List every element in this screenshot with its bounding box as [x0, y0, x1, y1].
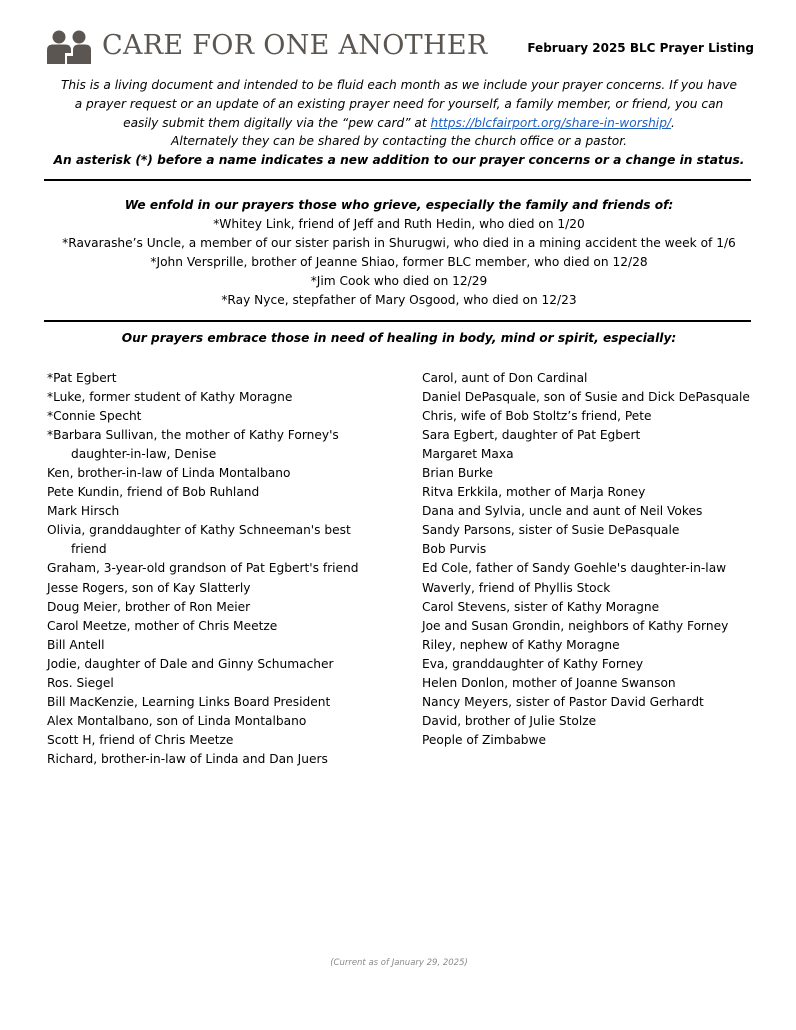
list-item: Jesse Rogers, son of Kay Slatterly [47, 580, 251, 595]
current-as-of-note: (Current as of January 29, 2025) [330, 958, 468, 968]
list-item: Carol Stevens, sister of Kathy Moragne [422, 599, 660, 614]
page-header [44, 28, 754, 68]
people-icon [44, 30, 94, 64]
healing-list-left [47, 369, 387, 769]
list-item: Waverly, friend of Phyllis Stock [422, 580, 611, 595]
list-item: Sara Egbert, daughter of Pat Egbert [422, 428, 641, 443]
list-item: Doug Meier, brother of Ron Meier [47, 599, 251, 614]
healing-list-right [422, 369, 762, 750]
list-item: *Luke, former student of Kathy Moragne [47, 390, 293, 405]
list-item: Pete Kundin, friend of Bob Ruhland [47, 485, 260, 500]
list-item: Bill MacKenzie, Learning Links Board President [47, 694, 331, 709]
brand-wordmark: CARE FOR ONE ANOTHER [102, 30, 488, 61]
intro-paragraph [44, 76, 754, 170]
section-divider [44, 320, 751, 322]
list-item: *Whitey Link, friend of Jeff and Ruth Hedin, who died on 1/20 [213, 217, 585, 231]
intro-text: easily submit them digitally via the “pew card” at [123, 115, 431, 130]
grief-heading: We enfold in our prayers those who grieve, especially the family and friends of: [124, 198, 674, 212]
list-item: *Jim Cook who died on 12/29 [310, 274, 488, 288]
list-item: People of Zimbabwe [422, 732, 546, 747]
list-item: Chris, wife of Bob Stoltz’s friend, Pete [422, 409, 652, 424]
list-item: Daniel DePasquale, son of Susie and Dick DePasquale [422, 390, 750, 405]
list-item: Jodie, daughter of Dale and Ginny Schumacher [47, 656, 334, 671]
list-item: Bob Purvis [422, 542, 487, 557]
list-item: Riley, nephew of Kathy Moragne [422, 637, 620, 652]
asterisk-note: An asterisk (*) before a name indicates a new addition to our prayer concerns or a change in status. [53, 153, 745, 168]
list-item: *Ravarashe’s Uncle, a member of our sister parish in Shurugwi, who died in a mining accident the week of 1/6 [62, 236, 736, 250]
intro-line: This is a living document and intended to be fluid each month as we include your prayer concerns. If you have [60, 78, 738, 92]
list-item: Graham, 3-year-old grandson of Pat Egbert's friend [47, 561, 359, 576]
list-item: Carol, aunt of Don Cardinal [422, 371, 588, 385]
list-item: Carol Meetze, mother of Chris Meetze [47, 618, 278, 633]
list-item: David, brother of Julie Stolze [422, 713, 597, 728]
list-item: Brian Burke [422, 466, 494, 481]
list-item: Alex Montalbano, son of Linda Montalbano [47, 713, 307, 728]
list-item: Ed Cole, father of Sandy Goehle's daughter-in-law [422, 561, 727, 576]
section-divider [44, 179, 751, 181]
list-item: Bill Antell [47, 637, 105, 652]
healing-heading: Our prayers embrace those in need of healing in body, mind or spirit, especially: [121, 331, 677, 345]
intro-line: Alternately they can be shared by contacting the church office or a pastor. [170, 134, 627, 149]
list-item: *Pat Egbert [47, 371, 117, 385]
list-item: Ros. Siegel [47, 675, 114, 690]
intro-line [44, 114, 754, 133]
list-item: Sandy Parsons, sister of Susie DePasquale [422, 523, 680, 538]
list-item: Richard, brother-in-law of Linda and Dan Juers [47, 751, 328, 766]
list-item: Scott H, friend of Chris Meetze [47, 732, 234, 747]
list-item: Mark Hirsch [47, 504, 120, 519]
list-item: Margaret Maxa [422, 447, 514, 462]
list-item: Joe and Susan Grondin, neighbors of Kathy Forney [422, 618, 729, 633]
intro-line: a prayer request or an update of an existing prayer need for yourself, a family member, or friend, you can [74, 96, 724, 111]
list-item: *Ray Nyce, stepfather of Mary Osgood, who died on 12/23 [221, 293, 577, 307]
grief-list [44, 215, 754, 310]
list-item: *Connie Specht [47, 409, 142, 424]
list-item: Ritva Erkkila, mother of Marja Roney [422, 485, 646, 500]
list-item: Helen Donlon, mother of Joanne Swanson [422, 675, 676, 690]
share-in-worship-link[interactable]: https://blcfairport.org/share-in-worship/ [430, 115, 672, 130]
list-item: Eva, granddaughter of Kathy Forney [422, 656, 644, 671]
list-item: Dana and Sylvia, uncle and aunt of Neil Vokes [422, 504, 703, 519]
list-item: *John Versprille, brother of Jeanne Shiao, former BLC member, who died on 12/28 [150, 255, 648, 269]
list-item: Olivia, granddaughter of Kathy Schneeman's best friend [47, 523, 351, 557]
list-item: *Barbara Sullivan, the mother of Kathy Forney's daughter-in-law, Denise [47, 428, 339, 462]
list-item: Ken, brother-in-law of Linda Montalbano [47, 466, 291, 481]
document-title: February 2025 BLC Prayer Listing [527, 41, 754, 55]
list-item: Nancy Meyers, sister of Pastor David Gerhardt [422, 694, 704, 709]
intro-text: . [671, 115, 675, 130]
